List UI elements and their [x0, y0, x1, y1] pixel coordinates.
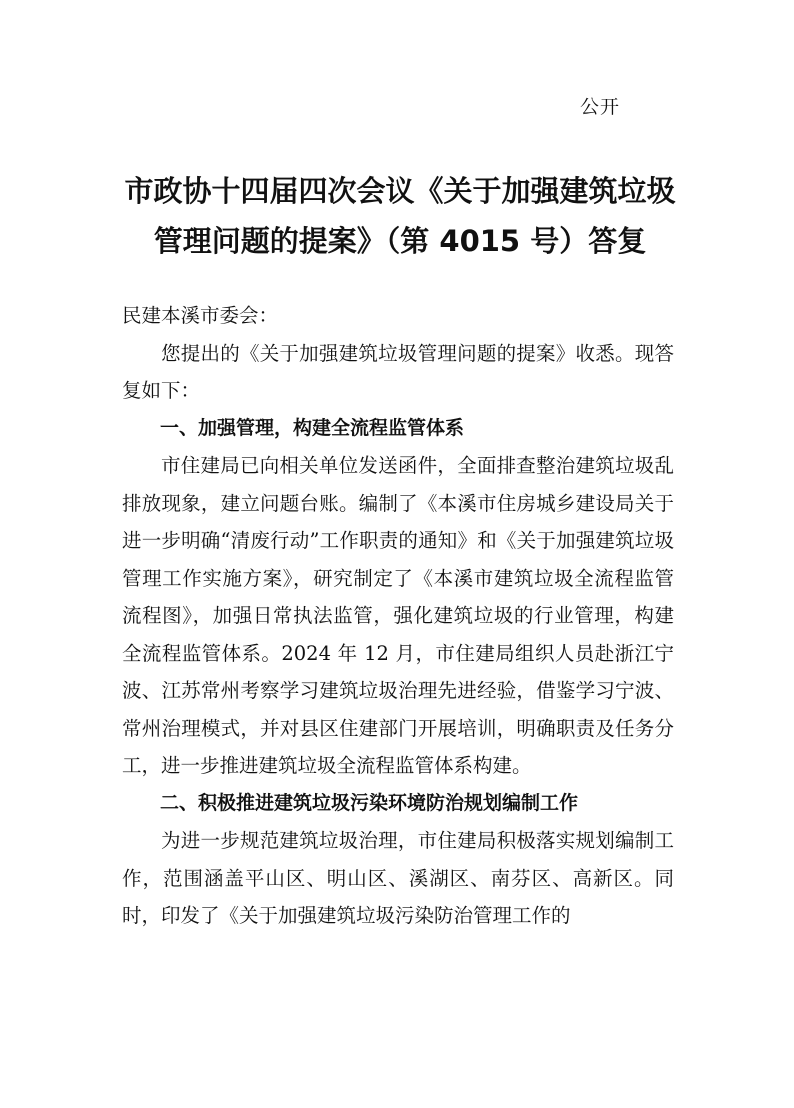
public-label: 公开 — [580, 96, 621, 118]
section-2-heading: 二、积极推进建筑垃圾污染环境防治规划编制工作 — [160, 791, 579, 814]
document-title — [100, 166, 700, 266]
intro-paragraph: 您提出的《关于加强建筑垃圾管理问题的提案》收悉。现答复如下： — [122, 341, 674, 402]
section-1-paragraph: 市住建局已向相关单位发送函件，全面排查整治建筑垃圾乱排放现象，建立问题台账。编制了《本溪市住房城乡建设局关于进一步明确“清废行动”工作职责的通知》和《关于加强建筑垃圾管理工作实施方案》，研究制定了《本溪市建筑垃圾全流程监管流程图》，加强日常执法监管，强化建筑垃圾的行业管理，构建全流程监管体系。2024 年 12 月，市住建局组织人员赴浙江宁波、江苏常州考察学习建筑垃圾治理先进经验，借鉴学习宁波、常州治理模式，并对县区住建部门开展培训，明确职责及任务分工，进一步推进建筑垃圾全流程监管体系构建。 — [122, 454, 674, 777]
title-line-2: 管理问题的提案》（第 4015 号）答复 — [153, 224, 647, 258]
section-1-heading: 一、加强管理，构建全流程监管体系 — [160, 416, 465, 439]
section-2-paragraph: 为进一步规范建筑垃圾治理，市住建局积极落实规划编制工作，范围涵盖平山区、明山区、溪湖区、南芬区、高新区。同时，印发了《关于加强建筑垃圾污染防治管理工作的 — [122, 829, 674, 927]
document-body — [122, 297, 674, 935]
salutation: 民建本溪市委会： — [122, 304, 279, 327]
title-line-1: 市政协十四届四次会议《关于加强建筑垃圾 — [124, 174, 676, 208]
